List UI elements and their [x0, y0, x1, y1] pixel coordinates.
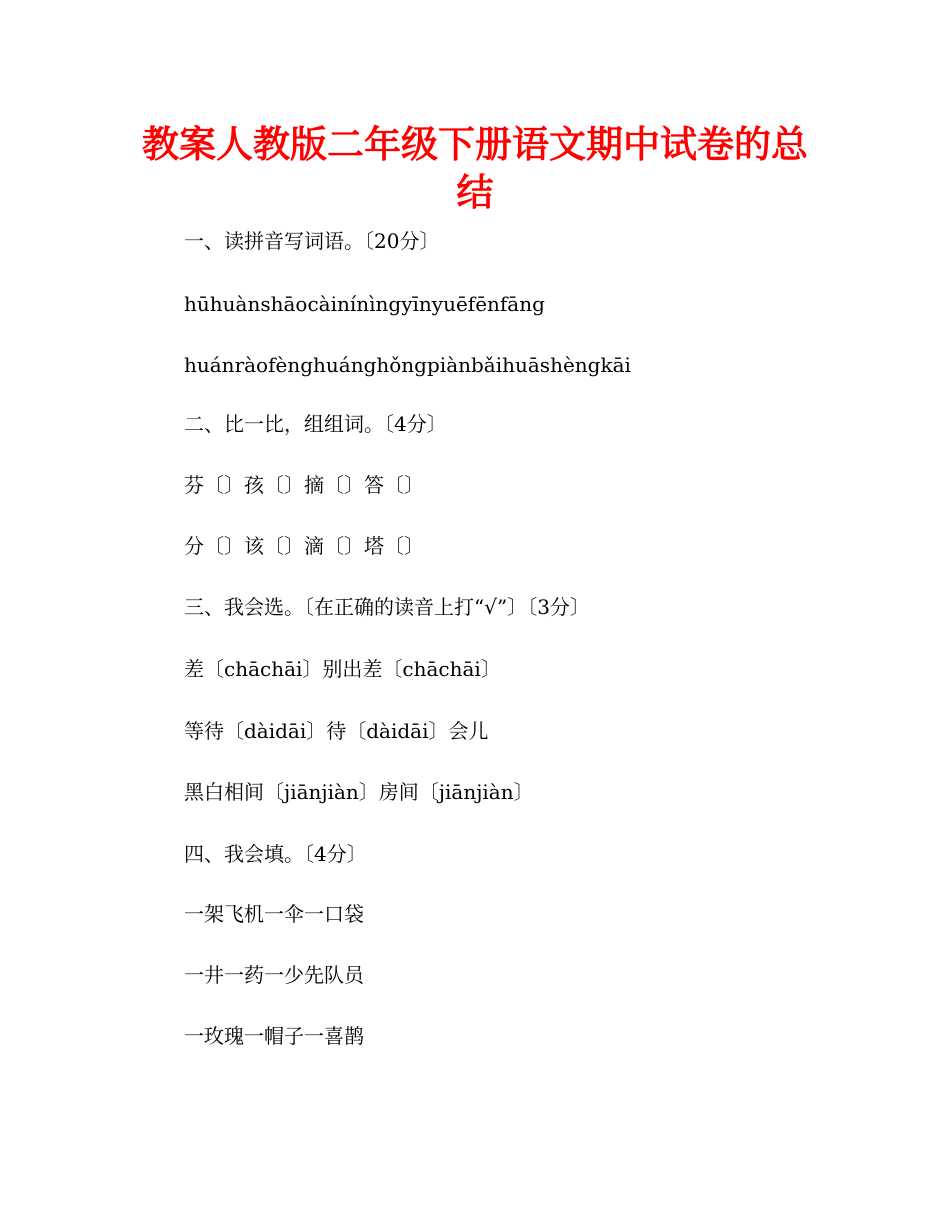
section-heading-1: 一、读拼音写词语。〔20分〕 — [184, 229, 440, 253]
measure-word-line-2: 一井一药一少先队员 — [184, 963, 364, 987]
measure-word-line-1: 一架飞机一伞一口袋 — [184, 902, 364, 926]
document-title: 教案人教版二年级下册语文期中试卷的总结 — [142, 123, 808, 214]
pinyin-line-2: huánràofènghuánghǒngpiànbǎihuāshèngkāi — [184, 353, 631, 377]
section-heading-4: 四、我会填。〔4分〕 — [184, 842, 367, 866]
pronunciation-line-2: 等待〔dàidāi〕待〔dàidāi〕会儿 — [184, 719, 489, 743]
measure-word-line-3: 一玫瑰一帽子一喜鹊 — [184, 1024, 364, 1048]
pronunciation-line-1: 差〔chāchāi〕别出差〔chāchāi〕 — [184, 657, 501, 681]
word-group-line-1: 芬〔〕孩〔〕摘〔〕答〔〕 — [184, 473, 424, 497]
pronunciation-line-3: 黑白相间〔jiānjiàn〕房间〔jiānjiàn〕 — [184, 780, 534, 804]
section-heading-3: 三、我会选。〔在正确的读音上打“√”〕〔3分〕 — [184, 595, 590, 619]
word-group-line-2: 分〔〕该〔〕滴〔〕塔〔〕 — [184, 534, 424, 558]
pinyin-line-1: hūhuànshāocàinínìngyīnyuēfēnfāng — [184, 292, 545, 316]
section-heading-2: 二、比一比，组组词。〔4分〕 — [184, 412, 447, 436]
